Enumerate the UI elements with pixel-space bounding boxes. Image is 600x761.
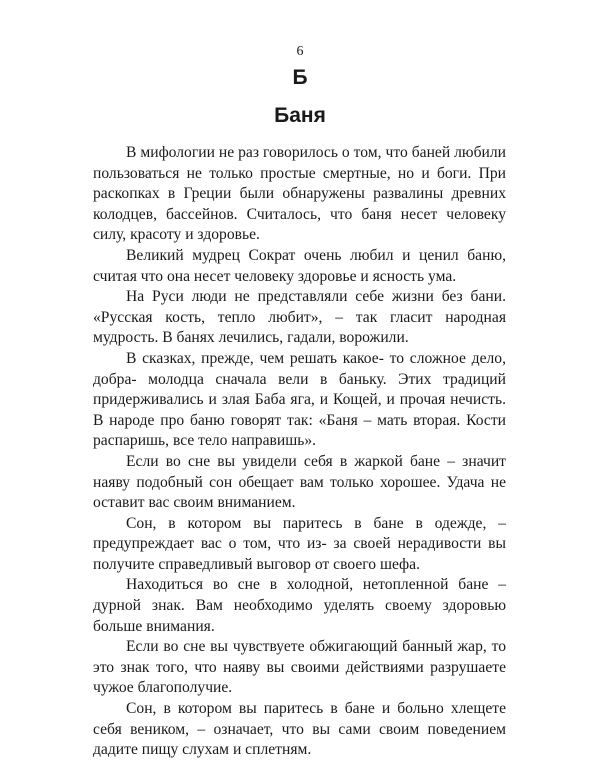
paragraph: Сон, в котором вы паритесь в бане в одежде, – предупреждает вас о том, что из- за своей нерадивости вы получите справедливый выговор от своего шефа. (93, 514, 506, 573)
paragraph: Если во сне вы увидели себя в жаркой бане – значит наяву подобный сон обещает вам только хорошее. Удача не оставит вас своим вниманием. (93, 452, 506, 512)
article-body (93, 143, 506, 761)
paragraph: Великий мудрец Сократ очень любил и ценил баню, считая что она несет человеку здоровье и ясность ума. (93, 246, 506, 285)
paragraph: Сон, в котором вы паритесь в бане и больно хлещете себя веником, – означает, что вы сами своим поведением дадите пищу слухам и сплетням. (93, 700, 506, 759)
article-title: Баня (274, 104, 326, 127)
paragraph: В мифологии не раз говорилось о том, что баней любили пользоваться не только простые смертные, но и боги. При раскопках в Греции были обнаружены развалины древних колодцев, бассейнов. Считалось, что баня несет человеку силу, красоту и здоровье. (93, 144, 506, 244)
paragraph: Находиться во сне в холодной, нетопленной бане – дурной знак. Вам необходимо уделять своему здоровью больше внимания. (93, 576, 506, 635)
paragraph: В сказках, прежде, чем решать какое- то сложное дело, добра- молодца сначала вели в баньку. Этих традиций придерживались и злая Баба яга, и Кощей, и прочая нечисть. В народе про баню говорят так: «Баня – мать вторая. Кости распаришь, все тело направишь». (93, 349, 506, 450)
page-number: 6 (296, 44, 304, 59)
paragraph: Если во сне вы чувствуете обжигающий банный жар, то это знак того, что наяву вы своими действиями разрушаете чужое благополучие. (93, 638, 506, 697)
section-letter-heading: Б (292, 66, 308, 89)
paragraph: На Руси люди не представляли себе жизни без бани. «Русская кость, тепло любит», – так гласит народная мудрость. В банях лечились, гадали, ворожили. (93, 288, 506, 347)
